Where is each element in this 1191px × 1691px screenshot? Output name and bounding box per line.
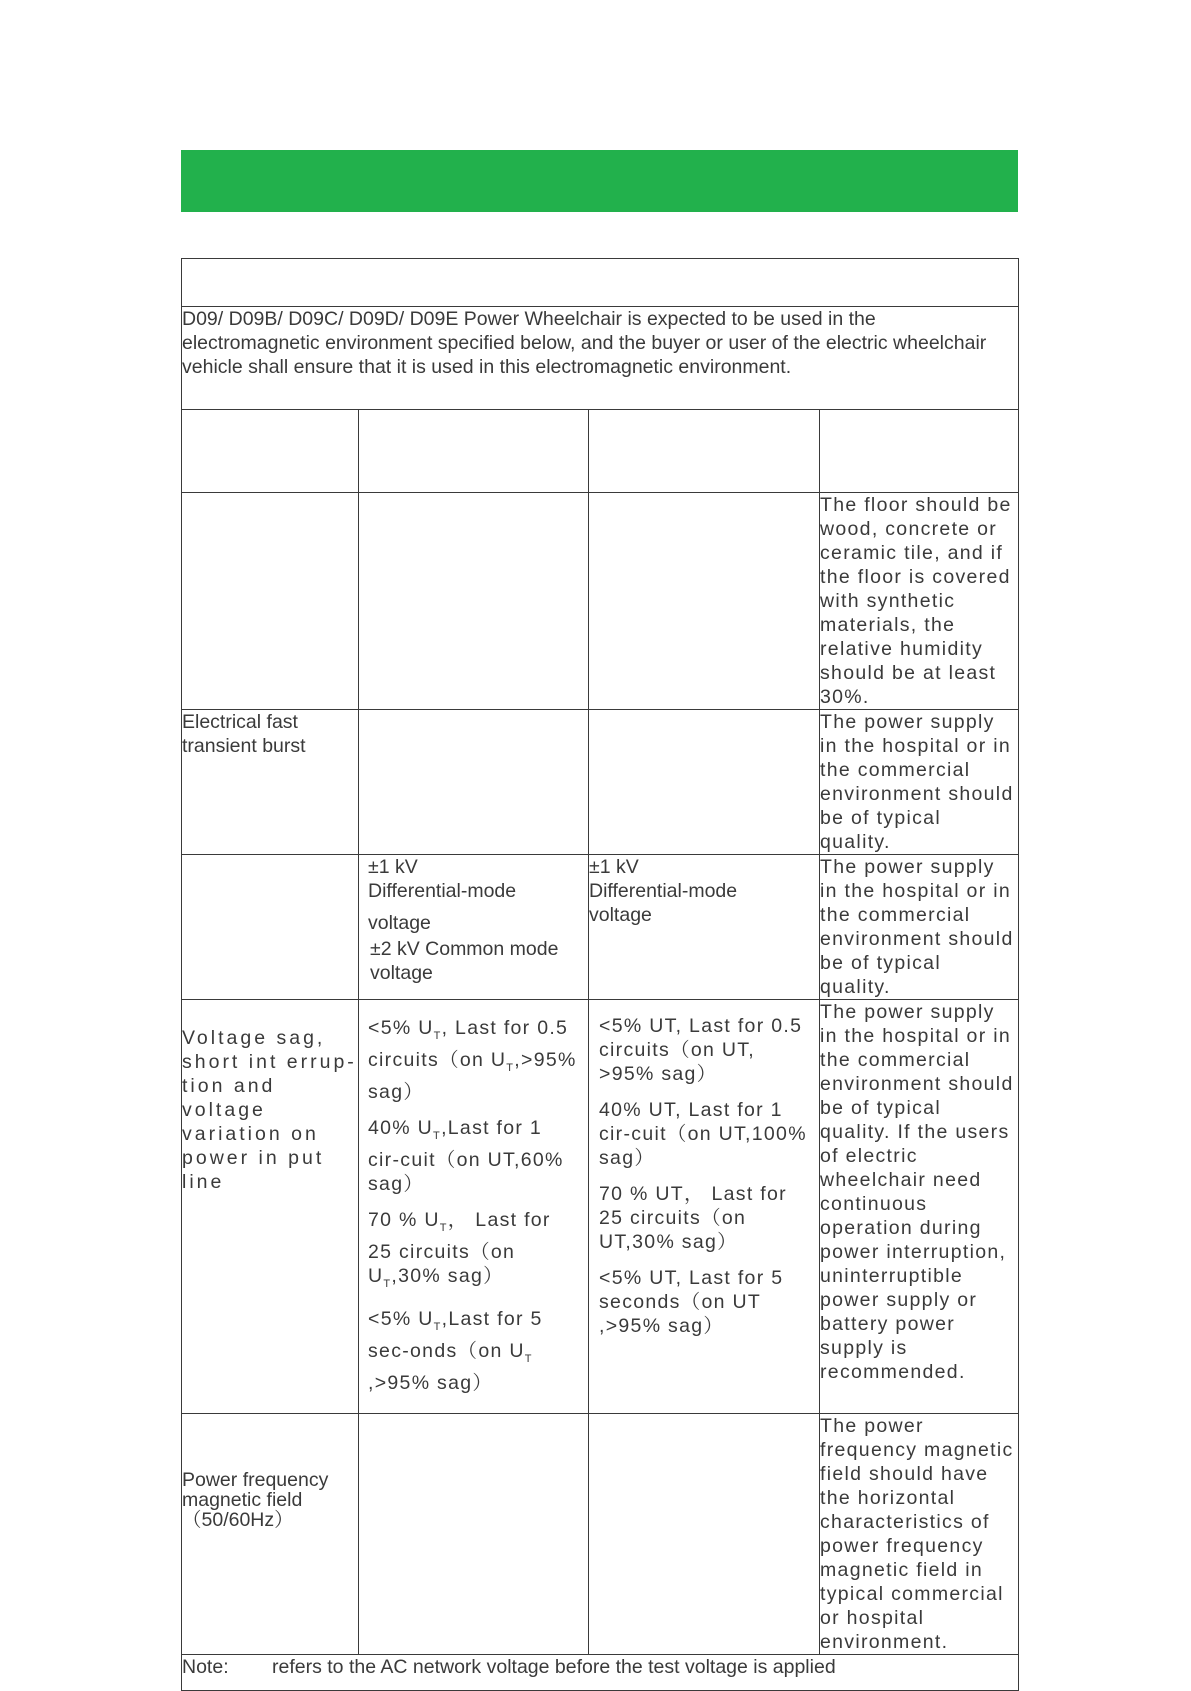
intro-row <box>182 307 1019 410</box>
sag-compliance-item: 70 % UT， Last for 25 circuits（on UT,30% sag） <box>599 1183 787 1253</box>
note-label: Note: <box>182 1656 229 1679</box>
header-cell-compliance <box>589 410 820 493</box>
header-row <box>182 410 1019 493</box>
table-title-row <box>182 259 1019 307</box>
sag-test-level <box>359 1000 589 1414</box>
phenomenon-cell <box>182 855 359 1000</box>
table-title-cell <box>182 259 1019 307</box>
surge-test-line: voltage <box>368 912 431 934</box>
esd-guidance: The floor should be wood, concrete or ceramic tile, and if the floor is covered with synthetic materials, the relative humidity should be at least 30%. <box>820 493 1019 710</box>
note-row <box>182 1655 1019 1691</box>
header-cell-guidance <box>820 410 1019 493</box>
surge-compliance-line: voltage <box>589 904 652 926</box>
surge-compliance-line: ±1 kV <box>589 856 639 878</box>
test-level-cell <box>359 493 589 710</box>
sag-test-item: <5% $U_T$, Last for 0.5 circuits（on $U_T,>95\%$ sag） <box>368 1017 577 1103</box>
emc-immunity-table <box>181 258 1019 1691</box>
green-header-banner <box>181 150 1018 212</box>
surge-test-level <box>359 855 589 1000</box>
sag-compliance <box>589 1000 820 1414</box>
surge-test-line: ±1 kV <box>368 856 418 878</box>
sag-compliance-item: 40% UT, Last for 1 cir-cuit（on UT,100% sag） <box>599 1099 807 1169</box>
table-row <box>182 493 1019 710</box>
surge-test-line: ±2 kV Common mode <box>370 938 559 960</box>
test-level-cell <box>359 710 589 855</box>
header-cell-phenomenon <box>182 410 359 493</box>
compliance-cell <box>589 1414 820 1655</box>
note-cell <box>182 1655 1019 1691</box>
surge-test-line: voltage <box>370 962 433 984</box>
compliance-cell <box>589 710 820 855</box>
sag-phenomenon: Voltage sag, short int errup-tion and voltage variation on power in put line <box>182 1000 359 1414</box>
test-level-cell <box>359 1414 589 1655</box>
table-row <box>182 710 1019 855</box>
table-row <box>182 855 1019 1000</box>
eft-guidance: The power supply in the hospital or in the commercial environment should be of typical quality. <box>820 710 1019 855</box>
sag-test-item: 40% $U_T,Last$ for 1 cir-cuit（on UT,60% sag） <box>368 1116 564 1195</box>
pf-guidance: The power frequency magnetic field should have the horizontal characteristics of power frequency magnetic field in typical commercial or hospital environment. <box>820 1414 1019 1655</box>
table-row <box>182 1000 1019 1414</box>
surge-test-line: Differential-mode <box>368 880 517 902</box>
surge-compliance <box>589 855 820 1000</box>
phenomenon-cell <box>182 493 359 710</box>
pf-phenomenon: Power frequency magnetic field（50/60Hz） <box>182 1414 359 1655</box>
compliance-cell <box>589 493 820 710</box>
note-text: refers to the AC network voltage before the test voltage is applied <box>272 1656 836 1679</box>
sag-test-item: <5% $U_T,Last$ for 5 sec-onds（on $U_T$ ,>95% sag） <box>368 1308 543 1395</box>
sag-compliance-item: <5% UT, Last for 5 seconds（on UT ,>95% sag） <box>599 1267 784 1337</box>
sag-guidance: The power supply in the hospital or in the commercial environment should be of typical quality. If the users of electric wheelchair need continuous operation during power interruption, uninterruptible power supply or battery power supply is recommended. <box>820 1000 1019 1414</box>
sag-test-item: 70 % $U_T$， Last for 25 circuits（on $U_T,30\%$ sag） <box>368 1208 551 1290</box>
table-row <box>182 1414 1019 1655</box>
surge-compliance-line: Differential-mode <box>589 880 738 902</box>
sag-compliance-item: <5% UT, Last for 0.5 circuits（on UT, >95% sag） <box>599 1015 803 1085</box>
intro-text: D09/ D09B/ D09C/ D09D/ D09E Power Wheelchair is expected to be used in the electromagnetic environment specified below, and the buyer or user of the electric wheelchair vehicle shall ensure that it is used in this electromagnetic environment. <box>182 307 1019 410</box>
header-cell-test-level <box>359 410 589 493</box>
surge-guidance: The power supply in the hospital or in the commercial environment should be of typical quality. <box>820 855 1019 1000</box>
eft-phenomenon: Electrical fast transient burst <box>182 710 359 855</box>
